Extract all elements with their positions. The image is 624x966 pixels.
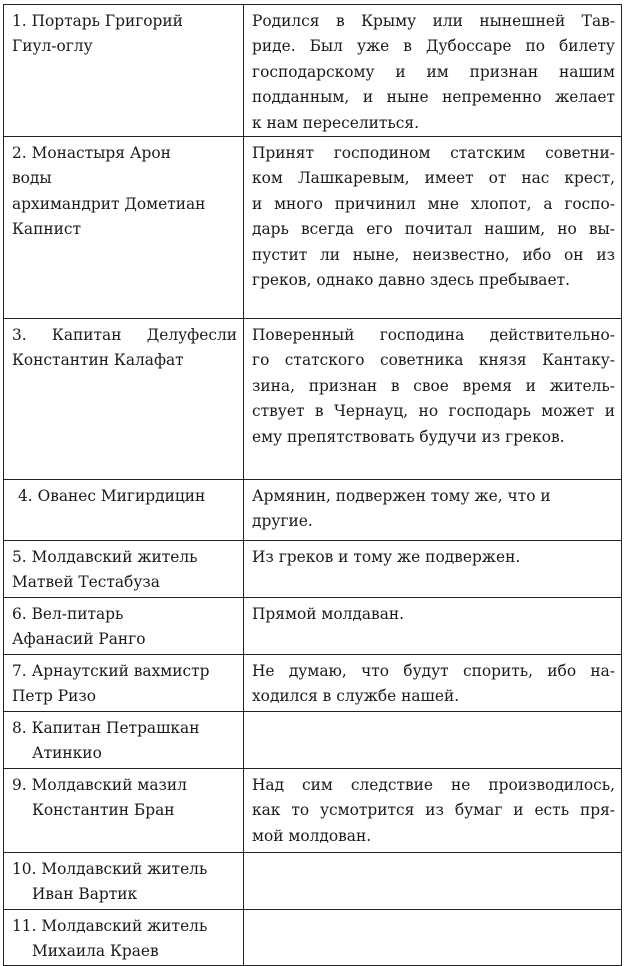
name-line: 5. Молдавский житель (12, 548, 198, 567)
note-line: ходился в службе нашей. (252, 687, 460, 706)
note-line: ком Лашкаревым, имеет от нас крест, (252, 169, 615, 188)
name-line: 2. Монастыря Арон (12, 144, 171, 163)
table-row (4, 319, 622, 480)
note-line: дарь всегда его почитал нашим, но вы- (252, 220, 615, 239)
name-cell (4, 137, 244, 319)
name-line: архимандрит Дометиан (12, 194, 206, 213)
table-row (4, 853, 622, 910)
name-line: 11. Молдавский житель (12, 917, 208, 936)
name-cell (4, 712, 244, 769)
table-row (4, 541, 622, 598)
name-cell (4, 541, 244, 598)
name-cell (4, 598, 244, 655)
name-line: воды (12, 169, 52, 188)
document-table (3, 4, 622, 966)
note-cell (244, 541, 622, 598)
note-line: Из греков и тому же подвержен. (252, 548, 521, 567)
note-line: мой молдован. (252, 826, 372, 845)
table-row (4, 137, 622, 319)
name-line: Афанасий Ранго (12, 630, 146, 649)
table-row (4, 769, 622, 853)
note-cell (244, 712, 622, 769)
note-cell (244, 910, 622, 966)
name-cell (4, 853, 244, 910)
name-cell (4, 769, 244, 853)
note-line: Принят господином статским советни- (252, 144, 615, 163)
name-line: 7. Арнаутский вахмистр (12, 662, 210, 681)
name-line: Капнист (12, 220, 81, 239)
name-cell (4, 655, 244, 712)
note-line: господарскому и им признан нашим (252, 62, 615, 81)
name-line: 9. Молдавский мазил (12, 776, 187, 795)
note-line: Родился в Крыму или нынешней Тав- (252, 12, 615, 30)
note-line: риде. Был уже в Дубоссаре по билету (252, 37, 615, 56)
table-row (4, 910, 622, 966)
note-cell (244, 853, 622, 910)
name-line: Атинкио (32, 744, 102, 763)
note-line: пустит ли ныне, неизвестно, ибо он из (252, 245, 615, 264)
note-line: другие. (252, 512, 313, 531)
table-row (4, 712, 622, 769)
name-cell (4, 480, 244, 541)
note-line: зина, признан в свое время и житель- (252, 376, 615, 395)
note-line: как то усмотрится из бумаг и есть пря- (252, 801, 615, 820)
name-line: Константин Бран (32, 801, 175, 820)
name-line: 8. Капитан Петрашкан (12, 719, 200, 738)
name-line: 3. Капитан Делуфесли (12, 326, 237, 345)
name-line: 1. Портарь Григорий (12, 12, 183, 30)
name-line: 6. Вел-питарь (12, 605, 124, 624)
name-line: Иван Вартик (32, 885, 138, 904)
name-cell (4, 910, 244, 966)
table-row (4, 480, 622, 541)
note-line: Поверенный господина действительно- (252, 326, 615, 345)
note-line: Над сим следствие не производилось, (252, 776, 615, 795)
note-line: подданным, и ныне непременно желает (252, 88, 615, 107)
note-cell (244, 655, 622, 712)
note-line: ему препятствовать будучи из греков. (252, 427, 565, 446)
name-line: Гиул-оглу (12, 37, 93, 56)
note-line: греков, однако давно здесь пребывает. (252, 271, 571, 290)
table-row (4, 5, 622, 137)
note-cell (244, 5, 622, 137)
note-cell (244, 137, 622, 319)
name-cell (4, 319, 244, 480)
name-line: Михаила Краев (32, 942, 159, 961)
name-cell (4, 5, 244, 137)
note-line: и много причинил мне хлопот, а госпо- (252, 194, 615, 213)
note-line: к нам переселиться. (252, 113, 420, 132)
name-line: Петр Ризо (12, 687, 97, 706)
note-line: Армянин, подвержен тому же, что и (252, 487, 551, 506)
note-line: Прямой молдаван. (252, 605, 405, 624)
note-line: ствует в Чернауц, но господарь может и (252, 402, 615, 421)
note-line: Не думаю, что будут спорить, ибо на- (252, 662, 615, 681)
name-line: 4. Ованес Мигирдицин (18, 487, 206, 506)
table-row (4, 655, 622, 712)
note-cell (244, 769, 622, 853)
name-line: 10. Молдавский житель (12, 860, 208, 879)
note-cell (244, 598, 622, 655)
name-line: Константин Калафат (12, 351, 184, 370)
name-line: Матвей Тестабуза (12, 573, 160, 592)
table-row (4, 598, 622, 655)
note-cell (244, 319, 622, 480)
note-cell (244, 480, 622, 541)
note-line: го статского советника князя Кантаку- (252, 351, 615, 370)
